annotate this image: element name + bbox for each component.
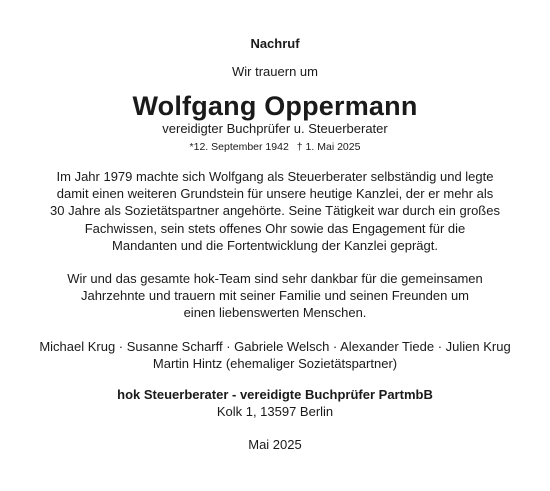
deceased-title: vereidigter Buchprüfer u. Steuerberater <box>162 121 388 136</box>
text-line: 30 Jahre als Sozietätspartner angehörte. Seine Tätigkeit war durch ein großes <box>50 203 500 219</box>
firm-address: Kolk 1, 13597 Berlin <box>216 404 334 420</box>
signatory-line: Martin Hintz (ehemaliger Sozietätspartner) <box>152 355 398 371</box>
text-line: Jahrzehnte und trauern mit seiner Familie und seinen Freunden um <box>80 288 470 304</box>
signatories <box>0 338 550 372</box>
signatory-line: Michael Krug · Susanne Scharff · Gabriele Welsch · Alexander Tiede · Julien Krug <box>39 338 511 354</box>
text-line: Wir und das gesamte hok-Team sind sehr dankbar für die gemeinsamen <box>67 271 483 287</box>
firm-name: hok Steuerberater - vereidigte Buchprüfer PartmbB <box>117 387 433 403</box>
firm-block <box>0 386 550 420</box>
deceased-name: Wolfgang Oppermann <box>132 91 418 121</box>
text-line: einen liebenswerten Menschen. <box>183 305 367 321</box>
notice-date: Mai 2025 <box>248 437 302 453</box>
text-line: Fachwissen, sein stets offenes Ohr sowie das Engagement für die <box>84 220 466 236</box>
life-dates <box>0 141 550 154</box>
text-line: damit einen weiteren Grundstein für unsere heutige Kanzlei, der er mehr als <box>56 186 494 202</box>
death-date: † 1. Mai 2025 <box>296 141 361 153</box>
intro-line: Wir trauern um <box>232 64 318 79</box>
tribute-paragraph <box>0 168 550 254</box>
text-line: Mandanten und die Fortentwicklung der Kanzlei geprägt. <box>112 237 438 253</box>
birth-date: *12. September 1942 <box>189 141 289 153</box>
gratitude-paragraph <box>0 270 550 322</box>
text-line: Im Jahr 1979 machte sich Wolfgang als Steuerberater selbständig und legte <box>56 169 494 184</box>
notice-heading: Nachruf <box>250 36 300 51</box>
